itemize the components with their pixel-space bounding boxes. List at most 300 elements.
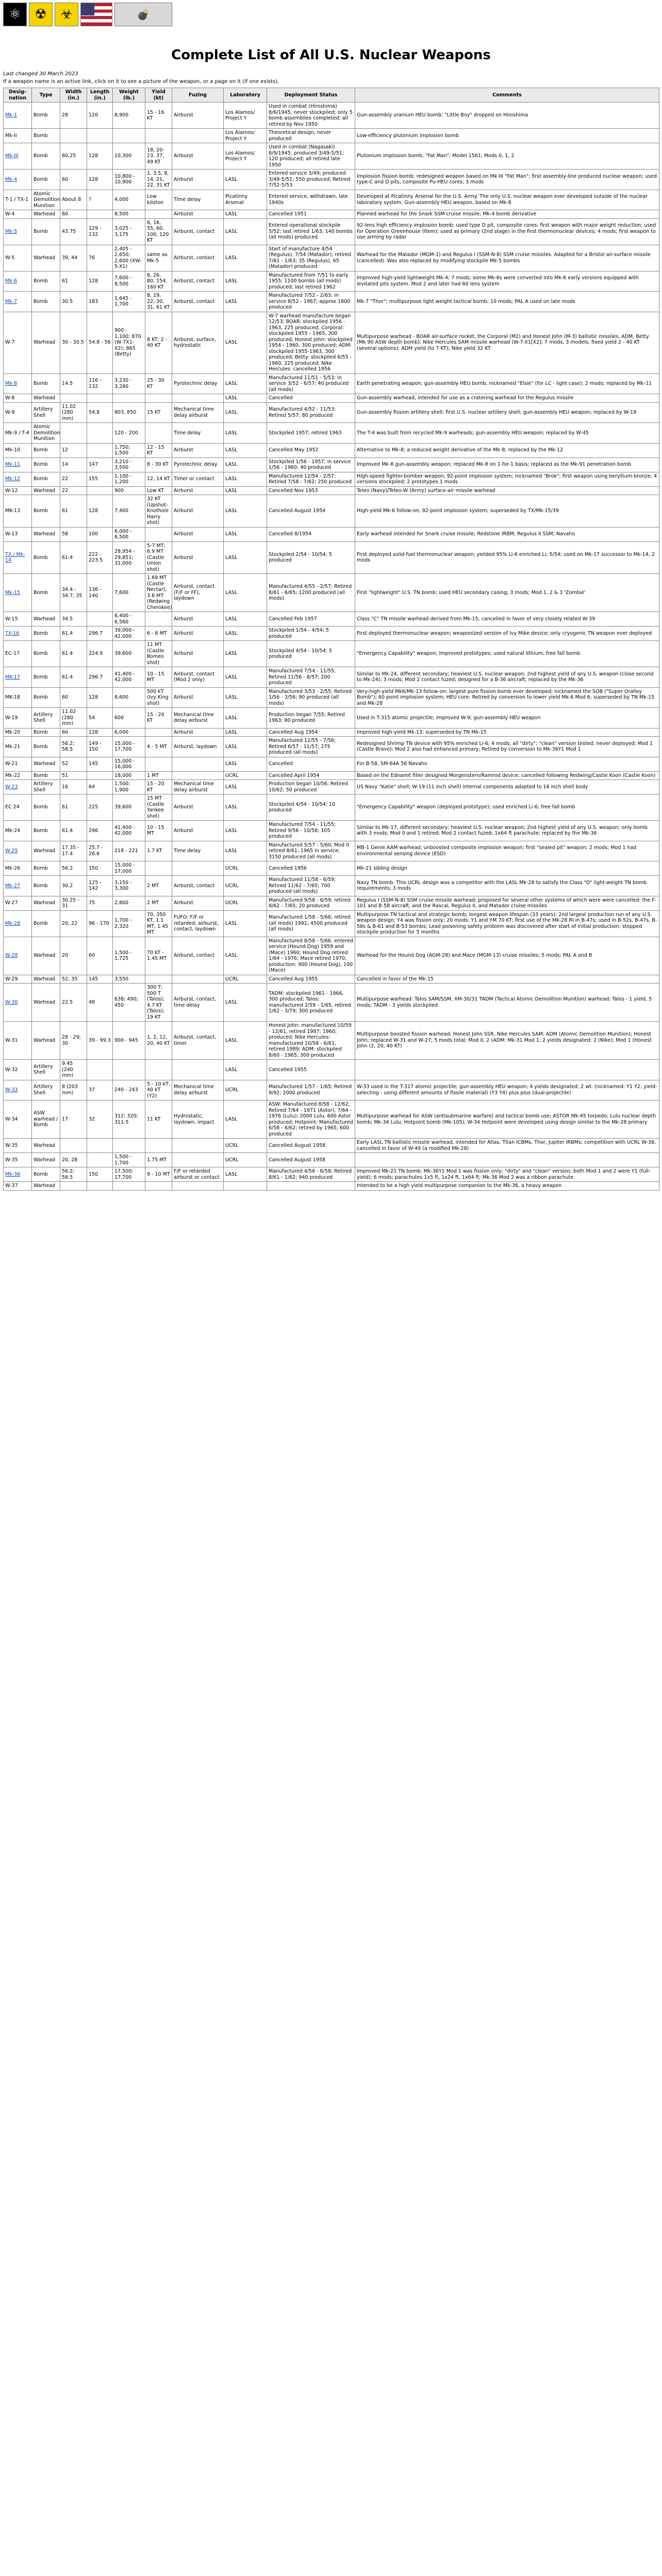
- cell-deployment-status: Manufactured 7/54 - 11/55; Retired 11/56 - 8/57; 200 produced: [267, 667, 355, 688]
- weapon-link[interactable]: Mk-4: [5, 176, 18, 182]
- cell-fuzing: Airburst, laydown: [172, 737, 224, 757]
- header-weight: Weight (lb.): [113, 88, 145, 103]
- weapon-link[interactable]: Mk-III: [5, 153, 19, 159]
- cell-fuzing: Airburst: [172, 527, 224, 541]
- cell-comments: W-33 used in the T-317 atomic projectile; gun-assembly HEU weapon; 4 yields designated; 2 wt. (nicknamed: Y1 Y2; yield-selecting - using different amounts of fissile material) (Y3 Y4) plus plus (dual-projectile): [355, 1080, 659, 1100]
- cell-width: 30.2: [60, 876, 87, 896]
- cell-width: 60: [60, 170, 87, 190]
- cell-comments: Mk-7 "Thor"; multipurpose light weight tactical bomb; 10 mods; PAL A used on late mods: [355, 292, 659, 312]
- cell-fuzing: Airburst: [172, 821, 224, 841]
- cell-yield: 70, 350 KT, 1.1 MT, 1.45 MT: [145, 910, 172, 937]
- weapon-link[interactable]: Mk-6: [5, 278, 18, 284]
- cell-laboratory: LASL: [224, 472, 267, 486]
- cell-deployment-status: Cancelled 1951: [267, 210, 355, 219]
- cell-yield: 8, 19, 22, 30, 31, 61 KT: [145, 292, 172, 312]
- cell-type: Bomb: [32, 374, 60, 394]
- cell-laboratory: LASL: [224, 541, 267, 574]
- cell-designation: [4, 374, 32, 394]
- cell-deployment-status: Stockpiled 1957; retired 1963: [267, 423, 355, 444]
- weapon-link[interactable]: Mk-12: [5, 476, 21, 482]
- cell-comments: Early warhead intended for Snark cruise missile; Redstone IRBM; Regulus II SSM; Navaho: [355, 527, 659, 541]
- cell-laboratory: LASL: [224, 708, 267, 728]
- table-row: [4, 486, 659, 495]
- cell-type: Warhead: [32, 527, 60, 541]
- cell-comments: The T-4 was built from recycled Mk-9 warheads; gun-assembly HEU weapon; replaced by W-45: [355, 423, 659, 444]
- cell-comments: For B-58, SM-64A 56 Navaho: [355, 757, 659, 771]
- cell-designation: W-35: [4, 1139, 32, 1153]
- cell-length: 76: [87, 245, 113, 271]
- cell-weight: 638; 490; 450: [113, 984, 145, 1022]
- cell-length: ?: [87, 190, 113, 210]
- cell-deployment-status: Cancelled: [267, 394, 355, 403]
- cell-laboratory: LASL: [224, 574, 267, 612]
- cell-laboratory: LASL: [224, 728, 267, 737]
- bomb-icon: 💣: [114, 3, 172, 26]
- cell-length: 116 - 132: [87, 374, 113, 394]
- header-length: Length (in.): [87, 88, 113, 103]
- weapon-link[interactable]: TX / Mk-14: [5, 551, 25, 564]
- cell-weight: 218 - 221: [113, 841, 145, 861]
- cell-comments: Very-high-yield Mk6/Mk-13 follow-on; largest pure fission bomb ever developed; nicknamed the SOB ("Super Oralloy Bomb"); 60 point implosion system; HEU core; Retired by conversion to lower yield Mk-6 Mod 6; superseded by TN Mk-15 and Mk-28: [355, 687, 659, 708]
- cell-designation: W-5: [4, 245, 32, 271]
- cell-designation: [4, 292, 32, 312]
- cell-laboratory: LASL: [224, 1100, 267, 1139]
- cell-comments: [355, 1153, 659, 1167]
- cell-type: Bomb: [32, 574, 60, 612]
- cell-width: [60, 129, 87, 143]
- cell-yield: Low kiloton: [145, 190, 172, 210]
- cell-length: 150: [87, 1167, 113, 1182]
- cell-length: 128: [87, 143, 113, 170]
- cell-length: 128: [87, 271, 113, 292]
- cell-laboratory: LASL: [224, 1022, 267, 1060]
- cell-type: Warhead: [32, 210, 60, 219]
- cell-comments: Similar to Mk-24, different secondary; heaviest U.S. nuclear weapon; 2nd highest yield of any U.S. weapon (close second to Mk-24); 3 mods; Mod 2 contact fuzed; designed for a B-36 aircraft; replaced by the Mk-36: [355, 667, 659, 688]
- cell-fuzing: Airburst, contact: [172, 218, 224, 245]
- cell-comments: First "lightweight" U.S. TN bomb; used HEU secondary casing; 3 mods; Mod 1, 2 & 3 'Zombie': [355, 574, 659, 612]
- table-row: [4, 757, 659, 771]
- cell-yield: [145, 129, 172, 143]
- cell-type: Artillery Shell: [32, 402, 60, 423]
- cell-deployment-status: Production began 10/56; Retired 10/62; 50 produced: [267, 780, 355, 794]
- cell-yield: 1.75 MT: [145, 1153, 172, 1167]
- cell-comments: Redesigned Shrimp TN device with 95% enriched Li-6; 4 mods; all "dirty"; "clean" version tested, never deployed; Mod 1 (Castle Bravo); Mod 2 also had enhanced primary; Retired by conversion to Mk-36Y1 Mod 1: [355, 737, 659, 757]
- cell-length: 100: [87, 527, 113, 541]
- cell-yield: 11 MT (Castle Romeo shot): [145, 641, 172, 667]
- cell-yield: 70 KT - 1.45 MT: [145, 937, 172, 975]
- cell-comments: Improved high-yield lightweight Mk-4; 7 mods; some Mk-6s were converted into Mk-6 early versions equipped with levitated pits system. Mod 2 and later had 60 lens system: [355, 271, 659, 292]
- cell-comments: Planned warhead for the Snark SSM cruise missile; Mk-4 bomb derivative: [355, 210, 659, 219]
- cell-width: 61.4: [60, 641, 87, 667]
- cell-designation: [4, 984, 32, 1022]
- cell-type: Artillery Shell: [32, 1060, 60, 1080]
- cell-yield: 8 KT; 2 - 40 KT: [145, 312, 172, 374]
- cell-deployment-status: ASW: Manufactured 8/58 - 12/62; Retired 7/64 - 1971 (Astor), 7/64 - 1976 (Lulu); 2000 Lulu, 600 Astor produced; Hotpoint: Manufactured 6/58 - 6/62; retired by 1965; 600 produced: [267, 1100, 355, 1139]
- cell-deployment-status: Manufactured 4/52 - 11/53; Retired 5/57; 80 produced: [267, 402, 355, 423]
- cell-length: 145: [87, 975, 113, 984]
- cell-width: 39, 44: [60, 245, 87, 271]
- cell-type: Warhead: [32, 312, 60, 374]
- cell-designation: Mk-9 / T-4: [4, 423, 32, 444]
- cell-laboratory: UCRL: [224, 1139, 267, 1153]
- cell-deployment-status: Cancelled Aug 1954: [267, 728, 355, 737]
- cell-yield: 10 - 15 MT: [145, 667, 172, 688]
- table-row: [4, 527, 659, 541]
- us-flag-icon: [80, 3, 112, 26]
- cell-width: 14.5: [60, 374, 87, 394]
- cell-deployment-status: Stockpiled 2/54 - 10/54; 5 produced: [267, 541, 355, 574]
- cell-laboratory: LASL: [224, 170, 267, 190]
- cell-comments: MB-1 Genie AAM warhead; unboosted composite implosion weapon; first "sealed pit" weapon; 2 mods; Mod 1 had environmental sensing device (ESD): [355, 841, 659, 861]
- cell-comments: First deployed solid-fuel thermonuclear weapon; yielded 95% Li-6 enriched Li; 5/54; used on Mk-17 successor to Mk-14, 2 mods: [355, 541, 659, 574]
- cell-length: 296: [87, 821, 113, 841]
- cell-weight: 39,600: [113, 794, 145, 821]
- cell-fuzing: Airburst: [172, 170, 224, 190]
- cell-length: 128: [87, 170, 113, 190]
- cell-width: 20, 22: [60, 910, 87, 937]
- cell-designation: EC 24: [4, 794, 32, 821]
- cell-weight: 240 - 243: [113, 1080, 145, 1100]
- table-row: [4, 937, 659, 975]
- cell-yield: [145, 612, 172, 626]
- cell-fuzing: Airburst: [172, 626, 224, 641]
- cell-length: [87, 612, 113, 626]
- cell-yield: 10 - 15 MT: [145, 821, 172, 841]
- cell-designation: W-32: [4, 1060, 32, 1080]
- cell-laboratory: LASL: [224, 937, 267, 975]
- cell-deployment-status: Cancelled April 1954: [267, 771, 355, 780]
- cell-type: Bomb: [32, 667, 60, 688]
- header-laboratory: Laboratory: [224, 88, 267, 103]
- cell-yield: 9 - 10 MT: [145, 1167, 172, 1182]
- cell-type: Bomb: [32, 876, 60, 896]
- cell-comments: Multipurpose warhead: Talos SAM/SSM, XM-30/31 TADM (Tactical Atomic Demolition Munition) warhead; Talos - 1 yield, 5 mods; TADM - 3 yields stockpiled: [355, 984, 659, 1022]
- table-row: [4, 687, 659, 708]
- cell-deployment-status: Cancelled August 1958: [267, 1139, 355, 1153]
- cell-yield: 8, 26, 80, 154, 160 KT: [145, 271, 172, 292]
- cell-type: Warhead: [32, 612, 60, 626]
- cell-fuzing: Time delay: [172, 423, 224, 444]
- cell-width: 30.25 - 31: [60, 896, 87, 910]
- header-yield: Yield (kt): [145, 88, 172, 103]
- cell-yield: 18, 20-23, 37, 49 KT: [145, 143, 172, 170]
- cell-type: Warhead: [32, 757, 60, 771]
- table-row: [4, 861, 659, 876]
- weapon-link[interactable]: Mk-15: [5, 589, 21, 596]
- cell-type: Artillery Shell: [32, 1080, 60, 1100]
- cell-laboratory: LASL: [224, 757, 267, 771]
- cell-width: 28 - 29; 30: [60, 1022, 87, 1060]
- cell-weight: 900 - 945: [113, 1022, 145, 1060]
- cell-deployment-status: Cancelled 1955: [267, 1060, 355, 1080]
- cell-type: Bomb: [32, 292, 60, 312]
- cell-type: Bomb: [32, 443, 60, 457]
- table-row: [4, 210, 659, 219]
- cell-width: 61.4: [60, 541, 87, 574]
- weapon-link[interactable]: TX-16: [5, 630, 20, 636]
- weapon-link[interactable]: Mk-11: [5, 462, 21, 468]
- cell-type: Bomb: [32, 626, 60, 641]
- cell-designation: W-34: [4, 1100, 32, 1139]
- cell-length: [87, 129, 113, 143]
- cell-weight: [113, 129, 145, 143]
- cell-comments: Regulus I (SSM-N-8) SSM cruise missile warhead; proposed for several other systems of which were were cancelled: the F-101 and B-58 aircraft, and the Rascal, Regulus II, and Matador cruise missiles: [355, 896, 659, 910]
- weapon-link[interactable]: W-25: [5, 848, 18, 854]
- cell-weight: 15,000 - 17,000: [113, 861, 145, 876]
- cell-laboratory: UCRL: [224, 1080, 267, 1100]
- cell-comments: Similar to Mk-17, different secondary; heaviest U.S. nuclear weapon; 2nd highest yield of any U.S. weapon; only bomb with 3 mods; Mod 0 and 1 retired; Mod 2 contact fuzed; 1x64 ft parachute; replaced by the Mk-36: [355, 821, 659, 841]
- cell-deployment-status: Manufactured 1/58 - 5/66; retired (all mods) 1991; 4500 produced (all mods): [267, 910, 355, 937]
- cell-comments: Improved Mk-8 gun-assembly weapon; replaced Mk-8 on 1-for-1 basis; replaced as the Mk-91 penetration bomb: [355, 457, 659, 472]
- cell-width: 22.5: [60, 984, 87, 1022]
- cell-fuzing: [172, 129, 224, 143]
- cell-comments: Based on the Ednamit filler designed Morgenstern/Ramrod device; cancelled following Redwing/Castle Koon (Castle Koon): [355, 771, 659, 780]
- cell-comments: Earth penetrating weapon; gun-assembly HEU bomb, nicknamed "Elsie" (for LC - light case); 2 mods; replaced by Mk-11: [355, 374, 659, 394]
- cell-weight: 900: [113, 486, 145, 495]
- cell-type: Artillery Shell: [32, 708, 60, 728]
- cell-designation: MK-18: [4, 687, 32, 708]
- cell-fuzing: Airburst: [172, 143, 224, 170]
- cell-deployment-status: Manufactured from 7/51 to early 1955; 1100 bombs (all mods) produced; last retired 1962: [267, 271, 355, 292]
- cell-deployment-status: Manufactured 9/58 - 6/59; retired 8/62 - 7/65; 20 produced: [267, 896, 355, 910]
- table-row: [4, 771, 659, 780]
- cell-fuzing: FUFO: F/F or retarded; airburst, contact, laydown: [172, 910, 224, 937]
- table-row: [4, 626, 659, 641]
- cell-type: Warhead: [32, 937, 60, 975]
- cell-fuzing: Airburst: [172, 641, 224, 667]
- cell-designation: W-29: [4, 975, 32, 984]
- last-changed: Last changed 30 March 2023: [3, 71, 78, 77]
- cell-type: Warhead: [32, 1153, 60, 1167]
- cell-deployment-status: Cancelled: [267, 757, 355, 771]
- cell-designation: Mk-21: [4, 737, 32, 757]
- table-row: [4, 667, 659, 688]
- cell-designation: [4, 780, 32, 794]
- cell-length: 224.9: [87, 641, 113, 667]
- cell-laboratory: UCRL: [224, 861, 267, 876]
- cell-weight: 1,700 - 2,320: [113, 910, 145, 937]
- cell-width: 61.4: [60, 821, 87, 841]
- cell-comments: Alternative to Mk-8; a reduced weight derivative of the Mk-8; replaced by the Mk-12: [355, 443, 659, 457]
- weapon-link[interactable]: Mk-27: [5, 883, 21, 889]
- cell-comments: Gun-assembly warhead, intended for use as a cratering warhead for the Regulus missile: [355, 394, 659, 403]
- table-row: [4, 794, 659, 821]
- cell-laboratory: LASL: [224, 737, 267, 757]
- cell-designation: W-27: [4, 896, 32, 910]
- cell-laboratory: LASL: [224, 527, 267, 541]
- cell-type: Bomb: [32, 103, 60, 129]
- table-row: [4, 143, 659, 170]
- cell-laboratory: LASL: [224, 423, 267, 444]
- table-row: [4, 1022, 659, 1060]
- cell-comments: Class "C" TN missile warhead derived from Mk-15, cancelled in favor of very closely related W-39: [355, 612, 659, 626]
- cell-deployment-status: Stockpiled 1/56 - 1957; in service 1/56 - 1960; 40 produced: [267, 457, 355, 472]
- cell-weight: 900 - 1,100; 870 (W-7X1-X2); 865 (Betty): [113, 312, 145, 374]
- cell-fuzing: Timer or contact: [172, 472, 224, 486]
- cell-weight: 600: [113, 708, 145, 728]
- cell-type: Bomb: [32, 143, 60, 170]
- weapon-link[interactable]: Mk-8: [5, 381, 18, 386]
- cell-type: Warhead: [32, 984, 60, 1022]
- cell-laboratory: LASL: [224, 780, 267, 794]
- cell-fuzing: Airburst: [172, 210, 224, 219]
- cell-length: 222 - 223.5: [87, 541, 113, 574]
- weapon-link[interactable]: Mk-28: [5, 920, 21, 926]
- cell-deployment-status: Manufactured 12/54 - 2/57; Retired 7/58 - 7/62; 250 produced: [267, 472, 355, 486]
- cell-yield: [145, 975, 172, 984]
- cell-yield: [145, 1060, 172, 1080]
- cell-designation: Mk-26: [4, 861, 32, 876]
- cell-fuzing: [172, 975, 224, 984]
- cell-length: 75: [87, 896, 113, 910]
- cell-deployment-status: Cancelled August 1954: [267, 495, 355, 528]
- cell-length: [87, 423, 113, 444]
- cell-length: 147: [87, 457, 113, 472]
- cell-comments: Improved high-yield Mk-13; superseded by TN Mk-15: [355, 728, 659, 737]
- cell-length: [87, 443, 113, 457]
- cell-type: Warhead: [32, 1022, 60, 1060]
- cell-width: 34.4 - 34.7; 35: [60, 574, 87, 612]
- cell-type: Bomb: [32, 728, 60, 737]
- cell-laboratory: [224, 1182, 267, 1191]
- cell-laboratory: LASL: [224, 271, 267, 292]
- cell-type: ASW warhead / Bomb: [32, 1100, 60, 1139]
- cell-fuzing: Airburst: [172, 728, 224, 737]
- cell-fuzing: Airburst: [172, 486, 224, 495]
- cell-width: 8 (203 mm): [60, 1080, 87, 1100]
- cell-fuzing: Airburst, contact (F/F or FF), laydown: [172, 574, 224, 612]
- cell-length: 32: [87, 1100, 113, 1139]
- weapon-link[interactable]: Mk-1: [5, 112, 18, 118]
- cell-length: 60: [87, 937, 113, 975]
- table-row: [4, 472, 659, 486]
- cell-fuzing: [172, 394, 224, 403]
- cell-yield: Low KT: [145, 486, 172, 495]
- cell-comments: Teleo (Navy)/Teleo-W (Army) surface-air missile warhead: [355, 486, 659, 495]
- cell-width: 52, 35: [60, 975, 87, 984]
- cell-type: Warhead: [32, 486, 60, 495]
- table-row: [4, 541, 659, 574]
- cell-width: 30 - 30.5: [60, 312, 87, 374]
- weapon-link[interactable]: Mk-36: [5, 1171, 21, 1177]
- cell-length: 128: [87, 495, 113, 528]
- cell-designation: [4, 574, 32, 612]
- cell-deployment-status: Entered operational stockpile 5/52; last retired 1/63; 140 bombs (all mods) produced: [267, 218, 355, 245]
- cell-laboratory: LASL: [224, 394, 267, 403]
- weapon-link[interactable]: MK-17: [5, 674, 20, 680]
- cell-yield: 11 KT: [145, 1100, 172, 1139]
- cell-width: 16: [60, 780, 87, 794]
- cell-width: 12: [60, 443, 87, 457]
- cell-type: Bomb: [32, 641, 60, 667]
- cell-designation: W-8: [4, 394, 32, 403]
- cell-deployment-status: Manufactured 7/52 - 2/63; in service 8/52 - 1967; approx 1800 produced: [267, 292, 355, 312]
- cell-designation: Mk-24: [4, 821, 32, 841]
- cell-deployment-status: Start of manufacture 4/54 (Regulus), 7/54 (Matador); retired 7/61 - 1/63; 35 (Regulus), 65 (Matador) produced: [267, 245, 355, 271]
- table-row: [4, 1182, 659, 1191]
- cell-weight: 3,550: [113, 975, 145, 984]
- cell-comments: "Emergency Capability" weapon; Improved prototypes; used natural lithium; free fall bomb: [355, 641, 659, 667]
- cell-weight: 3,230 - 3,280: [113, 374, 145, 394]
- cell-comments: Multipurpose TN tactical and strategic bomb; longest weapon lifespan (33 years); 2nd largest production run of any U.S. weapon design; Y4 was fission only; 20 mods; Y1 and YM 70 KT; first use of the Mk-28 RI in B-47s; used in B-52s, B-47s, B-58s & B-61 and B-53 bombs; Lead poisoning safety problem was discovered after start of initial production; stopped stockpile production for 5 months: [355, 910, 659, 937]
- cell-width: 34.5: [60, 612, 87, 626]
- cell-yield: 15 - 20 KT: [145, 780, 172, 794]
- cell-weight: 10,800 - 10,900: [113, 170, 145, 190]
- cell-laboratory: LASL: [224, 218, 267, 245]
- weapon-link[interactable]: Mk-7: [5, 298, 18, 304]
- cell-type: Bomb: [32, 861, 60, 876]
- cell-yield: 2 MT: [145, 876, 172, 896]
- table-row: [4, 1080, 659, 1100]
- cell-yield: 15 KT: [145, 402, 172, 423]
- table-row: [4, 1060, 659, 1080]
- cell-designation: Mk-20: [4, 728, 32, 737]
- cell-comments: Multipurpose boosted fission warhead; Honest John SSR, Nike Hercules SAM; ADM (Atomic Demolition Munition); Honest John; replaced W-31 and W-27; 5 mods total; Mod 0, 2 (ADM: Mk-31 Mod 1; 2 yields designated: 2 (Nike); Mod 1 (Honest John (2, 20, 40 KT): [355, 1022, 659, 1060]
- cell-weight: 2,800: [113, 896, 145, 910]
- cell-comments: Multipurpose warhead - BOAR air-surface rocket, the Corporal (M2) and Honest John (M-3) ballistic missiles, ADM, Betty (Mk 90 ASW depth bomb); Nike Hercules SAM missile warhead (W-7-X1[X2]; 7 mods, 3 models, fixed yield 2 - 40 KT (several options); ADM yield (to 7 KT); Nike yield 32 KT: [355, 312, 659, 374]
- cell-width: 52: [60, 757, 87, 771]
- weapon-link[interactable]: W-28: [5, 953, 18, 959]
- cell-length: 296.7: [87, 626, 113, 641]
- cell-comments: Multipurpose warhead for ASW (antisubmarine warfare) and tactical bomb use; ASTOR Mk-45 torpedo; Lulu nuclear depth bomb; Mk-34 Lulu; Hotpoint bomb (Mk-105); W-34 Hotpoint were developed using design similar to the Mk-28 primary: [355, 1100, 659, 1139]
- weapon-link[interactable]: W-30: [5, 999, 18, 1005]
- cell-length: 25.7 - 26.6: [87, 841, 113, 861]
- cell-length: 155: [87, 472, 113, 486]
- cell-fuzing: Time delay: [172, 190, 224, 210]
- weapon-link[interactable]: W-23: [5, 784, 18, 790]
- cell-fuzing: Airburst: [172, 541, 224, 574]
- header-designation: Desig-nation: [4, 88, 32, 103]
- cell-yield: 300 T; 500 T (Talos); 4.7 KT (Talos); 19 KT: [145, 984, 172, 1022]
- table-row: [4, 443, 659, 457]
- cell-designation: W-15: [4, 612, 32, 626]
- weapon-link[interactable]: Mk-5: [5, 228, 18, 234]
- header-fuzing: Fuzing: [172, 88, 224, 103]
- cell-width: 20: [60, 937, 87, 975]
- table-row: [4, 129, 659, 143]
- cell-length: [87, 1182, 113, 1191]
- cell-fuzing: Airburst: [172, 443, 224, 457]
- cell-fuzing: [172, 1060, 224, 1080]
- cell-length: 296.7: [87, 667, 113, 688]
- cell-deployment-status: [267, 1182, 355, 1191]
- cell-laboratory: UCRL: [224, 771, 267, 780]
- icon-strip: [0, 0, 662, 29]
- cell-type: Bomb: [32, 129, 60, 143]
- cell-weight: 3,150 - 3,300: [113, 876, 145, 896]
- cell-type: Artillery Shell: [32, 780, 60, 794]
- cell-designation: [4, 876, 32, 896]
- hazard-icon: ☣: [55, 3, 78, 26]
- cell-deployment-status: Stockpiled 4/54 - 10/54; 10 produced: [267, 794, 355, 821]
- cell-type: Bomb: [32, 910, 60, 937]
- cell-type: Bomb: [32, 687, 60, 708]
- cell-yield: 1, 3.5, 8, 14, 21, 22, 31 KT: [145, 170, 172, 190]
- cell-yield: [145, 1182, 172, 1191]
- cell-type: Bomb: [32, 271, 60, 292]
- cell-length: 96 - 170: [87, 910, 113, 937]
- cell-width: 51: [60, 771, 87, 780]
- radiation-icon: ☢: [29, 3, 53, 26]
- weapon-link[interactable]: W-33: [5, 1087, 18, 1093]
- cell-fuzing: Airburst: [172, 687, 224, 708]
- cell-comments: Cancelled in favor of the Mk-15: [355, 975, 659, 984]
- cell-laboratory: Los Alamos/ Project Y: [224, 103, 267, 129]
- cell-comments: Mk-21 sibling design: [355, 861, 659, 876]
- cell-fuzing: Airburst: [172, 896, 224, 910]
- cell-length: 54.8 - 56: [87, 312, 113, 374]
- cell-deployment-status: Manufactured 3/53 - 2/55; Retired 1/56 - 3/56; 90 produced (all mods): [267, 687, 355, 708]
